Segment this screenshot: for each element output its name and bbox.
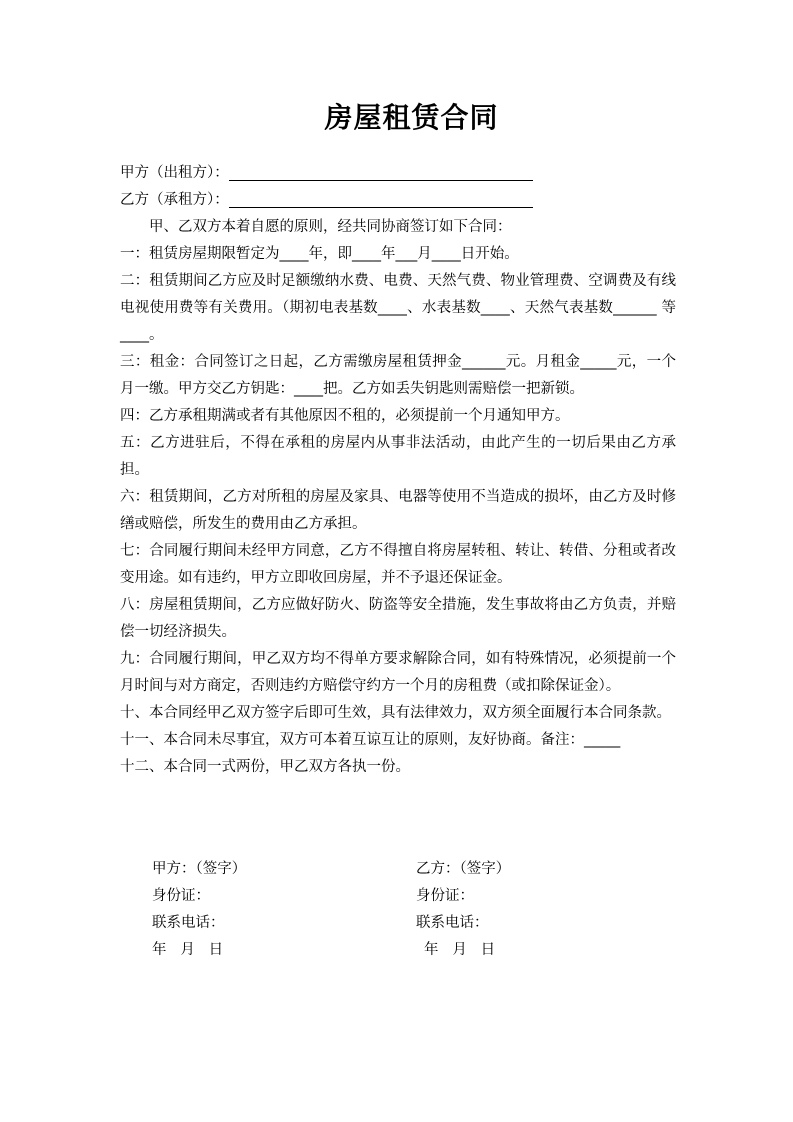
party-a-id-label: 身份证： <box>152 888 210 904</box>
clause-7: 七：合同履行期间未经甲方同意，乙方不得擅自将房屋转租、转让、转借、分租或者改变用途。如有违约，甲方立即收回房屋，并不予退还保证金。 <box>120 543 676 586</box>
intro-paragraph: 甲、乙双方本着自愿的原则，经共同协商签订如下合同： <box>149 219 512 235</box>
clause-5: 五：乙方进驻后，不得在承租的房屋内从事非法活动，由此产生的一切后果由乙方承担。 <box>120 435 676 478</box>
party-b-row <box>120 187 533 213</box>
party-b-signature-label: 乙方：（签字） <box>416 861 511 877</box>
party-a-label: 甲方（出租方）： <box>120 165 229 181</box>
clause-6: 六：租赁期间，乙方对所租的房屋及家具、电器等使用不当造成的损坏，由乙方及时修缮或赔偿，所发生的费用由乙方承担。 <box>120 489 676 532</box>
contract-body <box>120 214 676 781</box>
party-a-row <box>120 160 533 186</box>
document-title: 房屋租赁合同 <box>324 101 499 134</box>
party-a-blank-line <box>229 164 533 181</box>
clause-9: 九：合同履行期间，甲乙双方均不得单方要求解除合同，如有特殊情况，必须提前一个月时间与对方商定，否则违约方赔偿守约方一个月的房租费（或扣除保证金）。 <box>120 651 676 694</box>
party-b-phone-label: 联系电话： <box>416 915 489 931</box>
party-b-blank-line <box>229 191 533 208</box>
party-b-label: 乙方（承租方）： <box>120 192 229 208</box>
clause-3: 三：租金：合同签订之日起，乙方需缴房屋租赁押金______元。月租金_____元，一个月一缴。甲方交乙方钥匙：____把。乙方如丢失钥匙则需赔偿一把新锁。 <box>120 354 676 397</box>
party-b-date-label: 年 月 日 <box>424 942 496 958</box>
clause-2: 二：租赁期间乙方应及时足额缴纳水费、电费、天然气费、物业管理费、空调费及有线电视使用费等有关费用。（期初电表基数____、水表基数____、天然气表基数______ 等____。 <box>120 273 676 343</box>
clause-12: 十二、本合同一式两份，甲乙双方各执一份。 <box>120 759 410 775</box>
clause-8: 八：房屋租赁期间，乙方应做好防火、防盗等安全措施，发生事故将由乙方负责，并赔偿一切经济损失。 <box>120 597 676 640</box>
clause-11: 十一、本合同未尽事宜，双方可本着互谅互让的原则，友好协商。备注：_____ <box>120 732 621 748</box>
party-a-phone-label: 联系电话： <box>152 915 225 931</box>
party-b-id-label: 身份证： <box>416 888 474 904</box>
party-a-date-label: 年 月 日 <box>152 942 224 958</box>
clause-10: 十、本合同经甲乙双方签字后即可生效，具有法律效力，双方须全面履行本合同条款。 <box>120 705 671 721</box>
clause-1: 一：租赁房屋期限暂定为____年，即____年___月____日开始。 <box>120 246 519 262</box>
signature-block-party-b <box>416 856 510 964</box>
signature-block-party-a <box>152 856 246 964</box>
clause-4: 四：乙方承租期满或者有其他原因不租的，必须提前一个月通知甲方。 <box>120 408 570 424</box>
party-a-signature-label: 甲方：（签字） <box>152 861 247 877</box>
